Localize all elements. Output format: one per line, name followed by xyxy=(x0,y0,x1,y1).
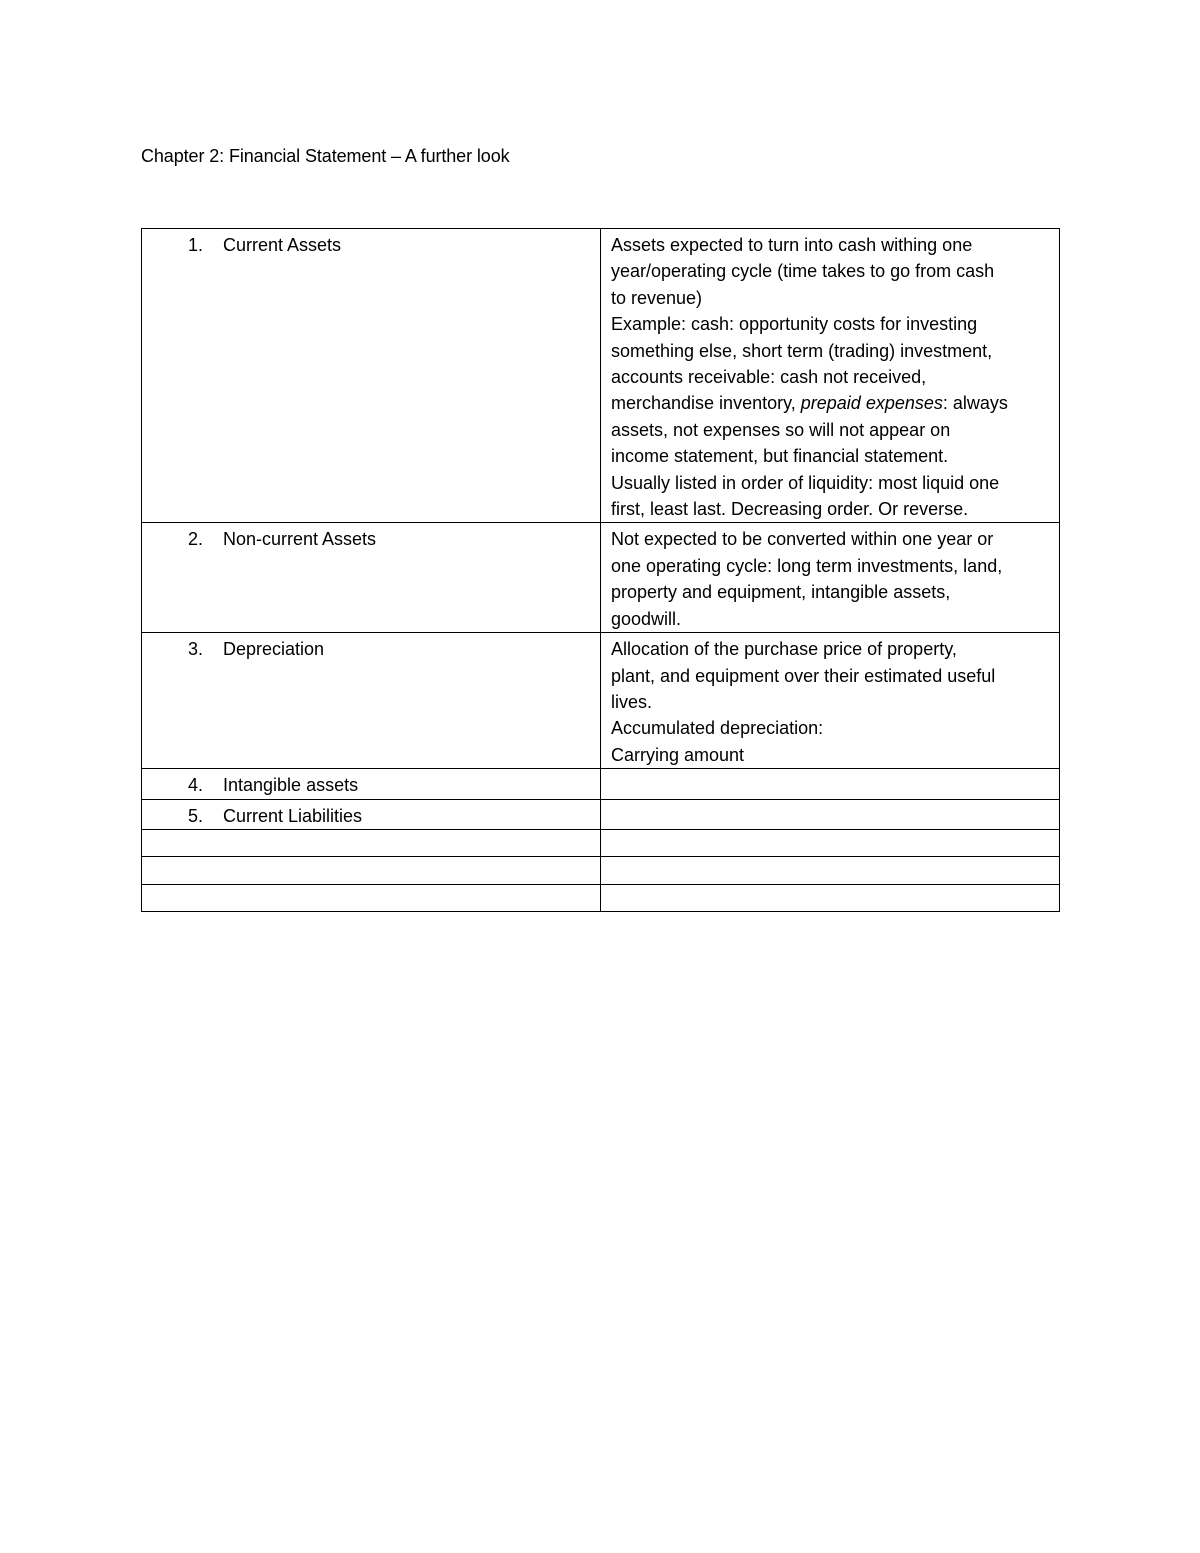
definition-line: first, least last. Decreasing order. Or reverse. xyxy=(611,499,969,520)
term-number: 1. xyxy=(188,235,204,255)
definition-line: Not expected to be converted within one year or xyxy=(611,529,994,550)
definition-line: income statement, but financial statement. xyxy=(611,446,949,467)
term-label: Intangible assets xyxy=(223,775,359,796)
table-row xyxy=(142,229,1060,523)
definition-line: Usually listed in order of liquidity: most liquid one xyxy=(611,472,1000,493)
term-number: 4. xyxy=(188,775,204,796)
definition-line: Assets expected to turn into cash withing one xyxy=(611,235,973,255)
page-title: Chapter 2: Financial Statement – A further look xyxy=(141,146,510,166)
definition-cell xyxy=(601,769,1060,799)
empty-table-row xyxy=(142,884,1060,912)
definition-cell xyxy=(601,523,1060,633)
term-label: Current Assets xyxy=(223,235,342,255)
definition-cell xyxy=(601,799,1060,829)
definition-line: accounts receivable: cash not received, xyxy=(611,367,927,388)
empty-cell xyxy=(142,857,601,885)
italic-term: prepaid expenses xyxy=(800,393,943,414)
empty-table-row xyxy=(142,829,1060,857)
definition-line xyxy=(611,390,1049,416)
definition-line: plant, and equipment over their estimated useful xyxy=(611,665,996,686)
definition-text: : always xyxy=(942,393,1008,414)
definition-line: Allocation of the purchase price of property, xyxy=(611,639,957,660)
term-cell xyxy=(142,229,601,523)
definition-line: Accumulated depreciation: xyxy=(611,718,824,739)
definition-line: to revenue) xyxy=(611,287,703,308)
definition-line: one operating cycle: long term investments, land, xyxy=(611,555,1003,576)
empty-cell xyxy=(601,829,1060,857)
term-label: Non-current Assets xyxy=(223,529,377,550)
term-label: Current Liabilities xyxy=(223,805,363,826)
definition-line: Example: cash: opportunity costs for investing xyxy=(611,314,978,335)
empty-cell xyxy=(142,829,601,857)
term-number: 2. xyxy=(188,529,204,550)
definition-line: Carrying amount xyxy=(611,744,745,765)
definition-line: property and equipment, intangible assets, xyxy=(611,582,951,603)
empty-cell xyxy=(601,857,1060,885)
table-row xyxy=(142,769,1060,799)
term-cell xyxy=(142,799,601,829)
table-row xyxy=(142,523,1060,633)
term-label: Depreciation xyxy=(223,639,325,660)
table-row xyxy=(142,633,1060,769)
empty-cell xyxy=(142,884,601,912)
notes-table xyxy=(141,228,1060,912)
definition-text: merchandise inventory, xyxy=(611,393,801,414)
definition-line: lives. xyxy=(611,691,653,712)
definition-line: goodwill. xyxy=(611,608,682,629)
term-cell xyxy=(142,523,601,633)
definition-cell xyxy=(601,229,1060,523)
empty-table-row xyxy=(142,857,1060,885)
definition-line: assets, not expenses so will not appear on xyxy=(611,419,951,440)
table-row xyxy=(142,799,1060,829)
term-number: 3. xyxy=(188,639,204,660)
definition-line: something else, short term (trading) investment, xyxy=(611,340,993,361)
definition-line: year/operating cycle (time takes to go from cash xyxy=(611,261,995,282)
term-cell xyxy=(142,633,601,769)
definition-cell xyxy=(601,633,1060,769)
empty-cell xyxy=(601,884,1060,912)
term-number: 5. xyxy=(188,805,204,826)
term-cell xyxy=(142,769,601,799)
